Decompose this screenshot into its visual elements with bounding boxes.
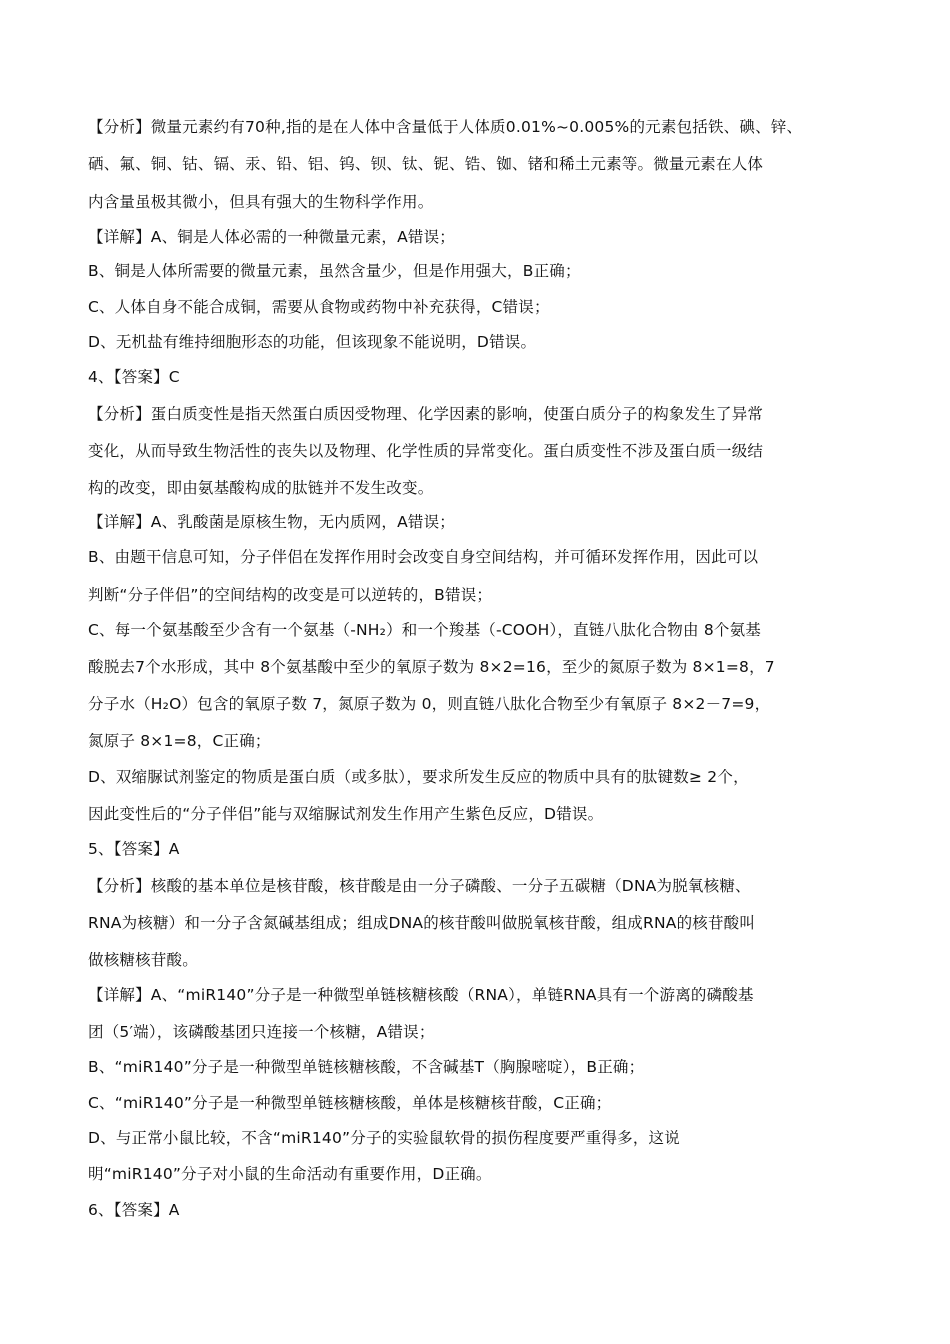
text-line: 明“miR140”分子对小鼠的生命活动有重要作用，D正确。 [88,1165,492,1183]
text-line: 【详解】A、铜是人体必需的一种微量元素，A错误； [88,228,456,246]
text-line: 内含量虽极其微小，但具有强大的生物科学作用。 [88,193,434,211]
text-line: D、与正常小鼠比较，不含“miR140”分子的实验鼠软骨的损伤程度要严重得多，这说 [88,1129,680,1147]
text-line: D、双缩脲试剂鉴定的物质是蛋白质（或多肽），要求所发生反应的物质中具有的肽键数≥ 2个， [88,768,749,786]
text-line: 团（5′端），该磷酸基团只连接一个核糖，A错误； [88,1023,435,1041]
text-line: 【详解】A、乳酸菌是原核生物，无内质网，A错误； [88,513,456,531]
text-line: C、“miR140”分子是一种微型单链核糖核酸，单体是核糖核苷酸，C正确； [88,1094,612,1112]
text-line: B、铜是人体所需要的微量元素，虽然含量少，但是作用强大，B正确； [88,262,581,280]
text-line: 【分析】核酸的基本单位是核苷酸，核苷酸是由一分子磷酸、一分子五碳糖（DNA为脱氧核糖、 [88,877,751,895]
text-line: 【分析】微量元素约有70种,指的是在人体中含量低于人体质0.01%~0.005%的元素包括铁、碘、锌、 [88,118,803,136]
text-line: B、由题干信息可知，分子伴侣在发挥作用时会改变自身空间结构，并可循环发挥作用，因此可以 [88,548,759,566]
text-line: 硒、氟、铜、钴、镉、汞、铅、铝、钨、钡、钛、铌、锆、铷、锗和稀土元素等。微量元素在人体 [88,155,764,173]
text-line: RNA为核糖）和一分子含氮碱基组成；组成DNA的核苷酸叫做脱氧核苷酸，组成RNA的核苷酸叫 [88,914,756,932]
text-line: 酸脱去7个水形成，其中 8个氨基酸中至少的氧原子数为 8×2=16，至少的氮原子数为 8×1=8，7 [88,658,775,676]
text-line: 【详解】A、“miR140”分子是一种微型单链核糖核酸（RNA），单链RNA具有一个游离的磷酸基 [88,986,754,1004]
text-line: B、“miR140”分子是一种微型单链核糖核酸，不含碱基T（胸腺嘧啶），B正确； [88,1058,645,1076]
text-line: 因此变性后的“分子伴侣”能与双缩脲试剂发生作用产生紫色反应，D错误。 [88,805,604,823]
text-line: C、每一个氨基酸至少含有一个氨基（-NH₂）和一个羧基（-COOH），直链八肽化合物由 8个氨基 [88,621,761,639]
text-line: C、人体自身不能合成铜，需要从食物或药物中补充获得，C错误； [88,298,550,316]
text-line: 【分析】蛋白质变性是指天然蛋白质因受物理、化学因素的影响，使蛋白质分子的构象发生了异常 [88,405,764,423]
text-line: 氮原子 8×1=8，C正确； [88,732,271,750]
answer-heading: 6、【答案】A [88,1201,180,1219]
text-line: 构的改变，即由氨基酸构成的肽链并不发生改变。 [88,479,434,497]
text-line: 变化，从而导致生物活性的丧失以及物理、化学性质的异常变化。蛋白质变性不涉及蛋白质一级结 [88,442,764,460]
text-line: D、无机盐有维持细胞形态的功能，但该现象不能说明，D错误。 [88,333,537,351]
answer-heading: 5、【答案】A [88,840,180,858]
text-line: 判断“分子伴侣”的空间结构的改变是可以逆转的，B错误； [88,586,493,604]
answer-heading: 4、【答案】C [88,368,180,386]
text-line: 做核糖核苷酸。 [88,951,198,969]
text-line: 分子水（H₂O）包含的氧原子数 7，氮原子数为 0，则直链八肽化合物至少有氧原子 8×2－7=9， [88,695,771,713]
